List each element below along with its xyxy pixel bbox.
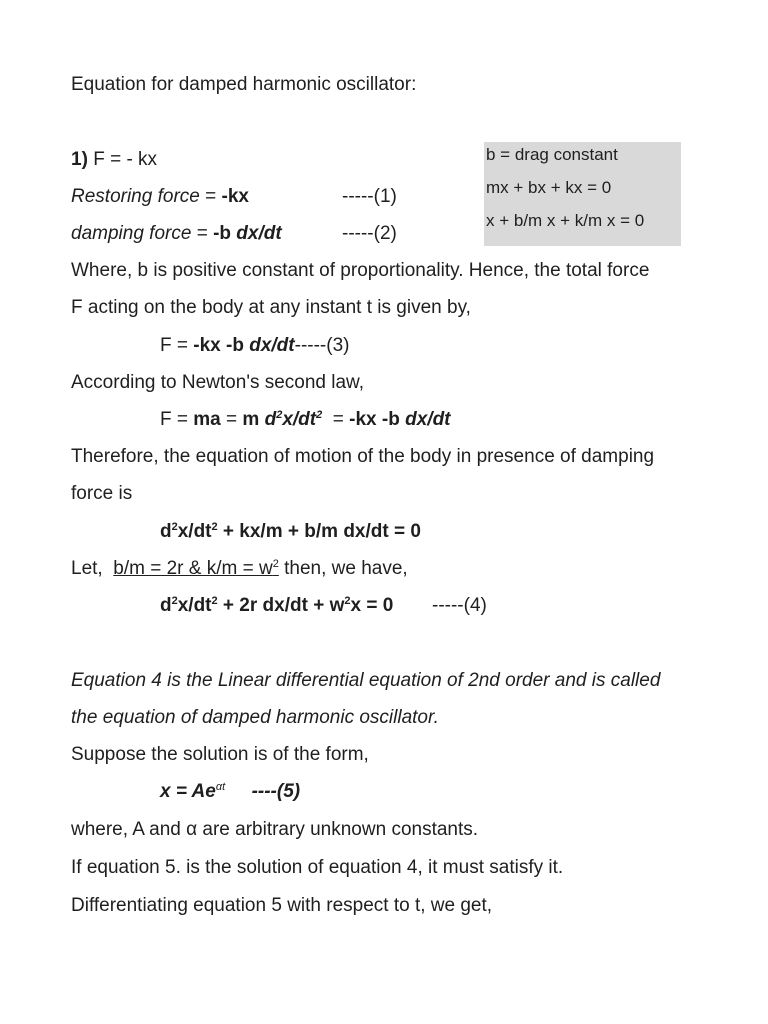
italic-line-1: Equation 4 is the Linear differential equation of 2nd order and is called	[71, 670, 661, 691]
item-1-number: 1)	[71, 149, 88, 170]
eqn-lhs: F =	[160, 409, 188, 430]
eqn-m: m	[242, 409, 260, 430]
if-line: If equation 5. is the solution of equation 4, it must satisfy it.	[71, 857, 564, 878]
substitution-text: b/m = 2r & k/m = w	[113, 558, 273, 579]
eqn-d: d	[264, 409, 277, 430]
eqn-xdt: x/dt	[282, 409, 317, 430]
eqm-sup-1: 2	[171, 521, 178, 533]
eqm-d: d	[160, 521, 172, 542]
newton-equation: F = ma = m $d^2x/dt^2 = -kx$ -b dx/dt	[160, 409, 451, 430]
eq4-sup-2: 2	[211, 595, 218, 607]
eq4-end: x = 0	[350, 595, 394, 616]
eqn-second-derivative	[265, 409, 323, 430]
damping-force-derivative: dx/dt	[236, 223, 282, 244]
equation-5	[160, 780, 300, 804]
damping-force-label: damping force	[71, 223, 192, 244]
equation-4	[160, 594, 393, 618]
note-line-2: mx + bx + kx = 0	[486, 178, 612, 197]
eq4-xdt: x/dt	[177, 595, 212, 616]
italic-line-2: the equation of damped harmonic oscillator.	[71, 707, 439, 728]
eq3-tag: -----(3)	[294, 335, 350, 356]
eq4-sup-1: 2	[171, 595, 178, 607]
eq4-mid: + 2r dx/dt + w	[222, 595, 345, 616]
substitution	[113, 558, 279, 579]
newton-line: According to Newton's second law,	[71, 372, 365, 393]
eq3-lhs: F =	[160, 335, 188, 356]
restoring-force-value: -kx	[221, 186, 249, 207]
suppose-line: Suppose the solution is of the form,	[71, 744, 369, 765]
eq3-kx: -kx -b	[193, 335, 244, 356]
equals-sign: =	[196, 223, 208, 244]
substitution-sup: 2	[272, 558, 279, 570]
eqn-rhs-kx: -kx -b	[349, 409, 400, 430]
eqn-sup-1: 2	[276, 409, 283, 421]
paragraph-1-line-1: Where, b is positive constant of proportionality. Hence, the total force	[71, 260, 650, 281]
let-suffix: then, we have,	[284, 558, 408, 579]
note-box	[484, 142, 681, 246]
eqm-sup-2: 2	[211, 521, 218, 533]
paragraph-2-line-1: Therefore, the equation of motion of the body in presence of damping	[71, 446, 655, 467]
equation-3	[160, 334, 349, 358]
equals-sign: =	[205, 186, 217, 207]
eq5-tag: ----(5)	[251, 781, 301, 802]
heading: Equation for damped harmonic oscillator:	[71, 74, 417, 95]
item-1	[71, 148, 157, 172]
eq5-base: x = Ae	[160, 781, 216, 802]
equation-tag-1: -----(1)	[342, 186, 397, 207]
eq4-sup-3: 2	[344, 595, 351, 607]
restoring-force-line	[71, 185, 397, 209]
equation-tag-2: -----(2)	[342, 223, 397, 244]
damping-force-b: -b	[213, 223, 232, 244]
note-line-1: b = drag constant	[486, 145, 618, 164]
eq3-derivative: dx/dt	[249, 335, 295, 356]
paragraph-2-line-2: force is	[71, 483, 133, 504]
equation-tag-4: -----(4)	[432, 595, 487, 616]
eqm-rest: + kx/m + b/m dx/dt = 0	[222, 521, 421, 542]
damping-force-line	[71, 222, 397, 246]
restoring-force-label: Restoring force	[71, 186, 200, 207]
differentiating-line: Differentiating equation 5 with respect to t, we get,	[71, 895, 493, 916]
eq5-exponent: αt	[215, 781, 226, 793]
substitution-line	[71, 557, 408, 581]
eqn-ma: ma	[193, 409, 221, 430]
eqm-xdt: x/dt	[177, 521, 212, 542]
note-line-3: x + b/m x + k/m x = 0	[486, 211, 645, 230]
eqn-sup-2: 2	[316, 409, 323, 421]
eqn-rhs-derivative: dx/dt	[405, 409, 451, 430]
paragraph-1-line-2: F acting on the body at any instant t is given by,	[71, 297, 471, 318]
where-line: where, A and α are arbitrary unknown constants.	[71, 819, 479, 840]
let-prefix: Let,	[71, 558, 103, 579]
motion-equation	[160, 520, 421, 544]
item-1-text: F = - kx	[93, 149, 158, 170]
eq4-d: d	[160, 595, 172, 616]
